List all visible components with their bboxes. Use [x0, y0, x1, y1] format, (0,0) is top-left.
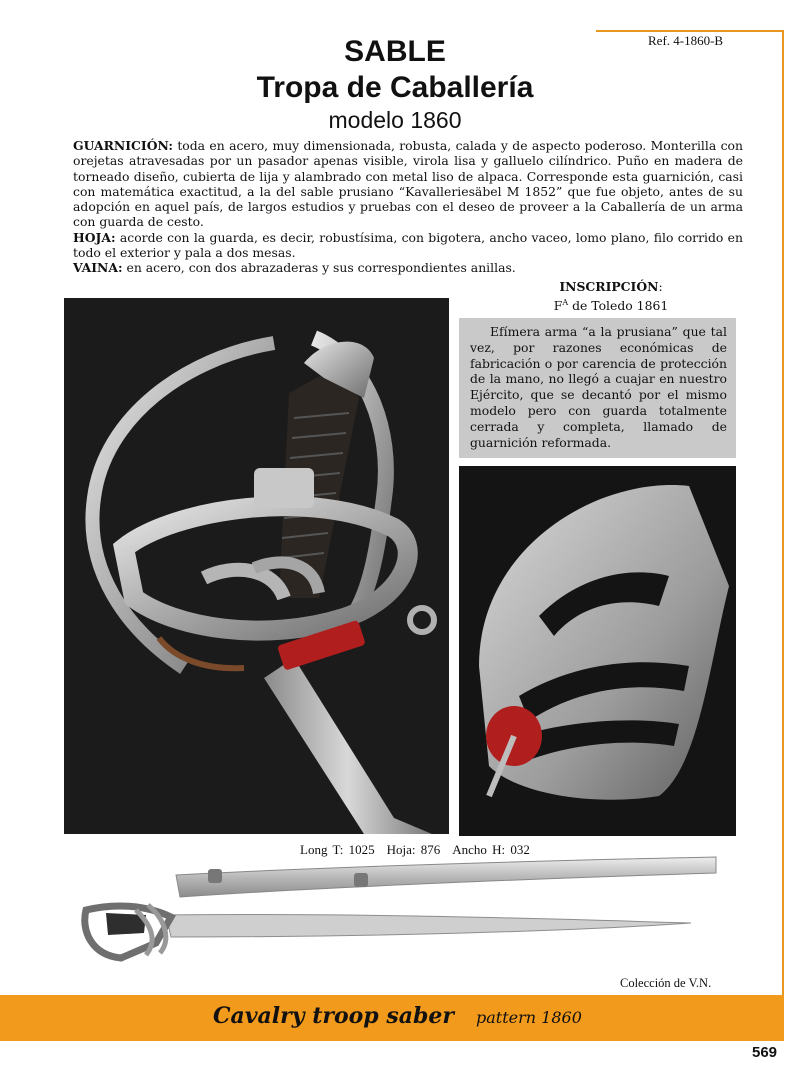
blade: [166, 914, 691, 937]
full-sabre-photo: [76, 855, 726, 975]
hilt-photo: [64, 298, 449, 834]
guarnicion-paragraph: [73, 138, 743, 230]
page-number: 569: [752, 1044, 778, 1061]
hilt-illustration: [64, 298, 449, 834]
inscription-heading: INSCRIPCIÓN: [559, 279, 659, 294]
dimension-blade: Hoja: 876: [386, 842, 441, 857]
guarnicion-label: GUARNICIÓN:: [73, 138, 173, 153]
inscription-letter: F: [553, 298, 563, 314]
dimension-length: Long T: 1025: [300, 842, 375, 857]
page-frame-right-rule: [782, 30, 784, 1000]
inscription-block: [536, 279, 686, 314]
page-title: SABLE: [344, 35, 446, 68]
inscription-colon: :: [658, 279, 663, 294]
hoja-label: HOJA:: [73, 229, 116, 245]
guard-detail-photo: [459, 466, 736, 836]
guarnicion-text: toda en acero, muy dimensionada, robusta, calada y de aspecto poderoso. Monterilla con orejetas atravesadas por un pasador apenas visible, virola lisa y galluelo cilíndrico. Puño en madera de torneado diseño, cubierta de lija y alambrado con metal liso de alpaca. Corresponde esta guarnición, casi con matemática exactitud, a la del sable prusiano “Kavalleriesäbel M 1852” que fue objeto, antes de su adopción en aquel país, de largos estudios y pruebas con el deseo de proveer a la Caballería de un arma con guarda de cesto.: [73, 138, 743, 230]
note-box: Efímera arma “a la prusiana” que tal vez, por razones económicas de fabricación o por carencia de protección de la mano, no llegó a cuajar en nuestro Ejército, que se decantó por el mismo modelo pero con guarda totalmente cerrada y completa, llamado de guarnición reformada.: [459, 318, 736, 458]
guard-detail-illustration: [459, 466, 736, 836]
collection-credit: Colección de V.N.: [620, 976, 712, 990]
model-line: modelo 1860: [328, 107, 462, 133]
page-frame-top-rule: [596, 30, 783, 32]
vaina-label: VAINA:: [73, 260, 123, 276]
page-subtitle: Tropa de Caballería: [256, 71, 534, 104]
scabbard: [176, 857, 716, 897]
vaina-paragraph: [73, 260, 743, 275]
description-block: [73, 138, 743, 276]
vaina-text: en acero, con dos abrazaderas y sus correspondientes anillas.: [122, 260, 516, 276]
hoja-text: acorde con la guarda, es decir, robustísima, con bigotera, ancho vaceo, lomo plano, filo corrido en todo el exterior y pala a dos mesas.: [73, 229, 743, 261]
reference-code: Ref. 4-1860-B: [648, 33, 724, 48]
inscription-superscript: A: [562, 298, 569, 307]
english-title: Cavalry troop saber: [213, 1003, 454, 1029]
inscription-text: de Toledo 1861: [568, 298, 669, 314]
full-sabre-illustration: [76, 855, 726, 975]
dimension-width: Ancho H: 032: [452, 842, 530, 857]
english-pattern: pattern 1860: [476, 1008, 582, 1027]
hoja-paragraph: [73, 230, 743, 261]
